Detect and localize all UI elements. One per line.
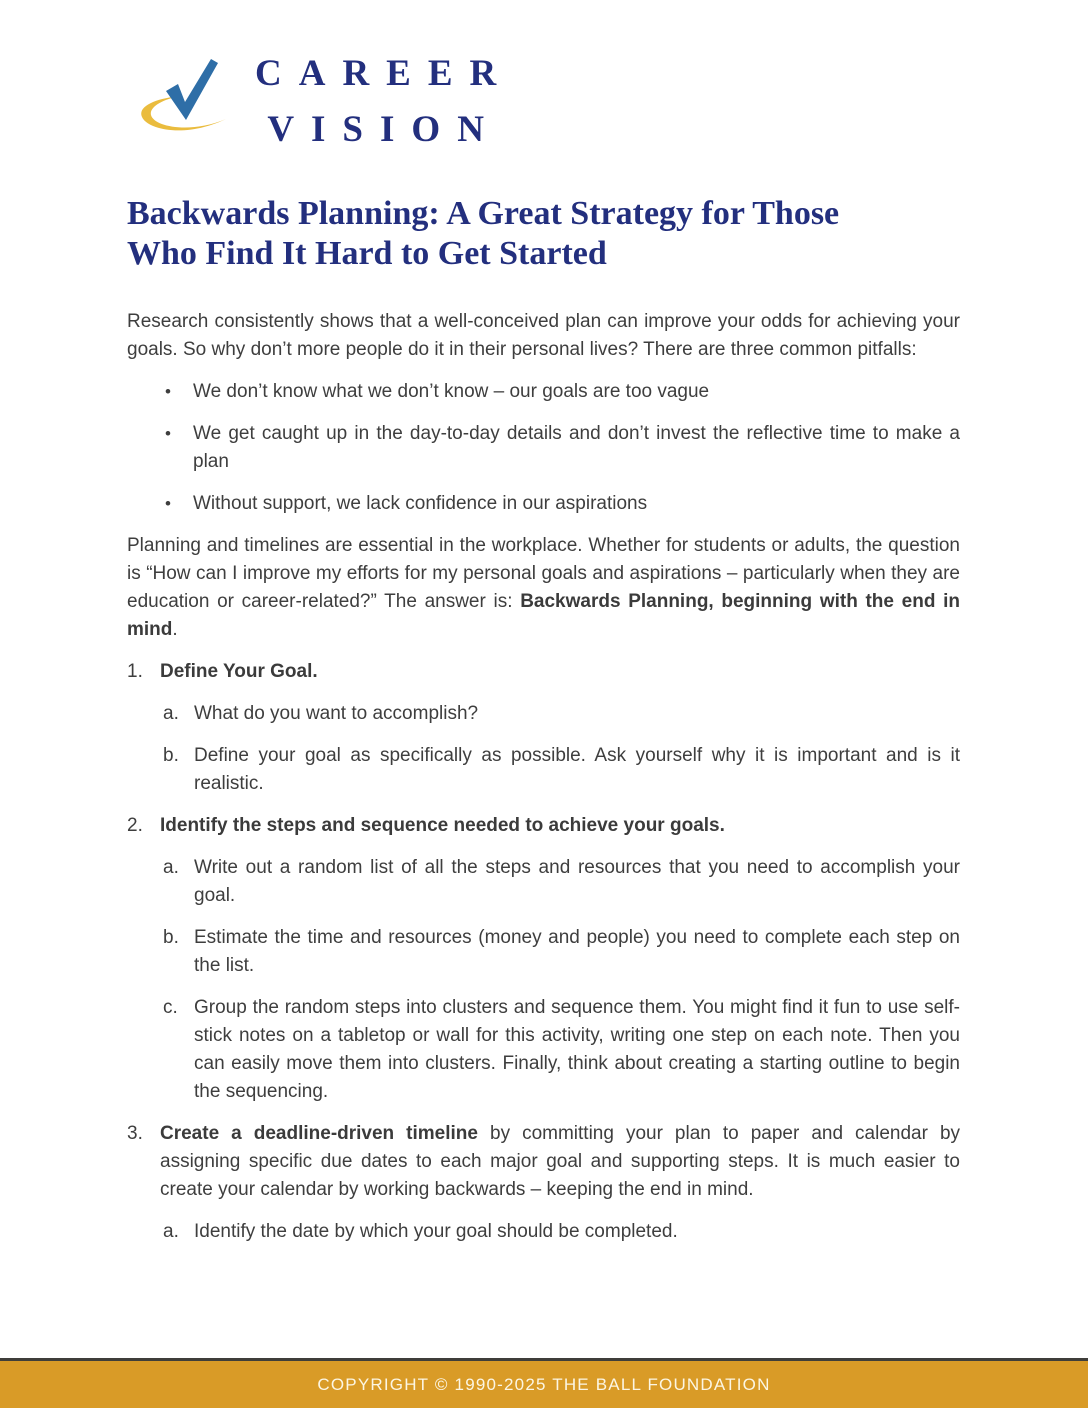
page-title-line-1: Backwards Planning: A Great Strategy for Those xyxy=(127,195,840,232)
pitfalls-bullet-list xyxy=(127,378,960,518)
substep-letter: a. xyxy=(163,703,179,724)
step-item-1 xyxy=(127,658,960,686)
substep-item-2b xyxy=(163,924,960,980)
substep-letter: b. xyxy=(163,927,179,948)
bullet-text: We don’t know what we don’t know – our goals are too vague xyxy=(193,381,710,402)
transition-period: . xyxy=(172,619,178,640)
step-heading-bold: Define Your Goal. xyxy=(160,661,318,682)
step-heading-bold: Identify the steps and sequence needed to achieve your goals. xyxy=(160,815,725,836)
intro-paragraph: Research consistently shows that a well-conceived plan can improve your odds for achieving your goals. So why don’t more people do it in their personal lives? There are three common pitfalls: xyxy=(127,311,960,360)
step-heading xyxy=(160,1120,960,1204)
page-title xyxy=(127,194,960,274)
bullet-item xyxy=(127,420,960,476)
substep-text: Write out a random list of all the steps and resources that you need to accomplish your goal. xyxy=(194,857,960,906)
substep-item-2a xyxy=(163,854,960,910)
substep-text: Group the random steps into clusters and sequence them. You might find it fun to use self-stick notes on a tabletop or wall for this activity, writing one step on each note. Then you can easily move them into clusters. Finally, think about creating a starting outline to begin the sequencing. xyxy=(194,997,960,1102)
checkmark-swoosh-icon xyxy=(129,46,241,148)
bullet-dot: • xyxy=(165,424,171,443)
step-item-3 xyxy=(127,1120,960,1204)
bullet-text: Without support, we lack confidence in our aspirations xyxy=(193,493,648,514)
step-heading xyxy=(160,812,960,840)
substep-text: Define your goal as specifically as possible. Ask yourself why it is important and is it realistic. xyxy=(194,745,960,794)
substep-item-1b xyxy=(163,742,960,798)
bullet-dot: • xyxy=(165,494,171,513)
substep-text: Estimate the time and resources (money and people) you need to complete each step on the list. xyxy=(194,927,960,976)
checkmark-shape xyxy=(166,59,218,120)
substep-letter: a. xyxy=(163,1221,179,1242)
bullet-text: We get caught up in the day-to-day details and don’t invest the reflective time to make a plan xyxy=(193,423,960,472)
substep-letter: b. xyxy=(163,745,179,766)
page-title-line-2: Who Find It Hard to Get Started xyxy=(127,235,607,272)
step-heading-rest: by committing your plan to paper and calendar by assigning specific due dates to each major goal and supporting steps. It is much easier to create your calendar by working backwards – keeping the end in mind. xyxy=(160,1123,961,1200)
substep-item-2c xyxy=(163,994,960,1106)
substep-letter: a. xyxy=(163,857,179,878)
substep-text: What do you want to accomplish? xyxy=(194,703,479,724)
step-heading xyxy=(160,658,960,686)
transition-regular-text: Planning and timelines are essential in the workplace. Whether for students or adults, the question is “How can I improve my efforts for my personal goals and aspirations – particularly when they are education or career-related?” The answer is: xyxy=(127,535,960,612)
step-item-2 xyxy=(127,812,960,840)
logo-line-career: CAREER xyxy=(255,53,514,94)
career-vision-logo xyxy=(129,46,960,158)
step-number: 2. xyxy=(127,815,143,836)
step-number: 3. xyxy=(127,1123,143,1144)
step-number: 1. xyxy=(127,661,143,682)
copyright-text: COPYRIGHT © 1990-2025 THE BALL FOUNDATION xyxy=(317,1374,771,1394)
footer-bar xyxy=(0,1361,1088,1408)
substep-item-3a xyxy=(163,1218,960,1246)
page-footer xyxy=(0,1358,1088,1408)
logo-line-vision: VISION xyxy=(267,109,501,150)
bullet-dot: • xyxy=(165,382,171,401)
logo-wordmark xyxy=(255,46,513,158)
transition-paragraph xyxy=(127,532,960,644)
bullet-item xyxy=(127,490,960,518)
bullet-item xyxy=(127,378,960,406)
substep-letter: c. xyxy=(163,997,178,1018)
substep-text: Identify the date by which your goal should be completed. xyxy=(194,1221,678,1242)
step-heading-bold: Create a deadline-driven timeline xyxy=(160,1123,478,1144)
backwards-planning-bold-text: Backwards Planning, beginning with the end in mind xyxy=(127,591,960,640)
steps-list xyxy=(127,658,960,1246)
substep-item-1a xyxy=(163,700,960,728)
